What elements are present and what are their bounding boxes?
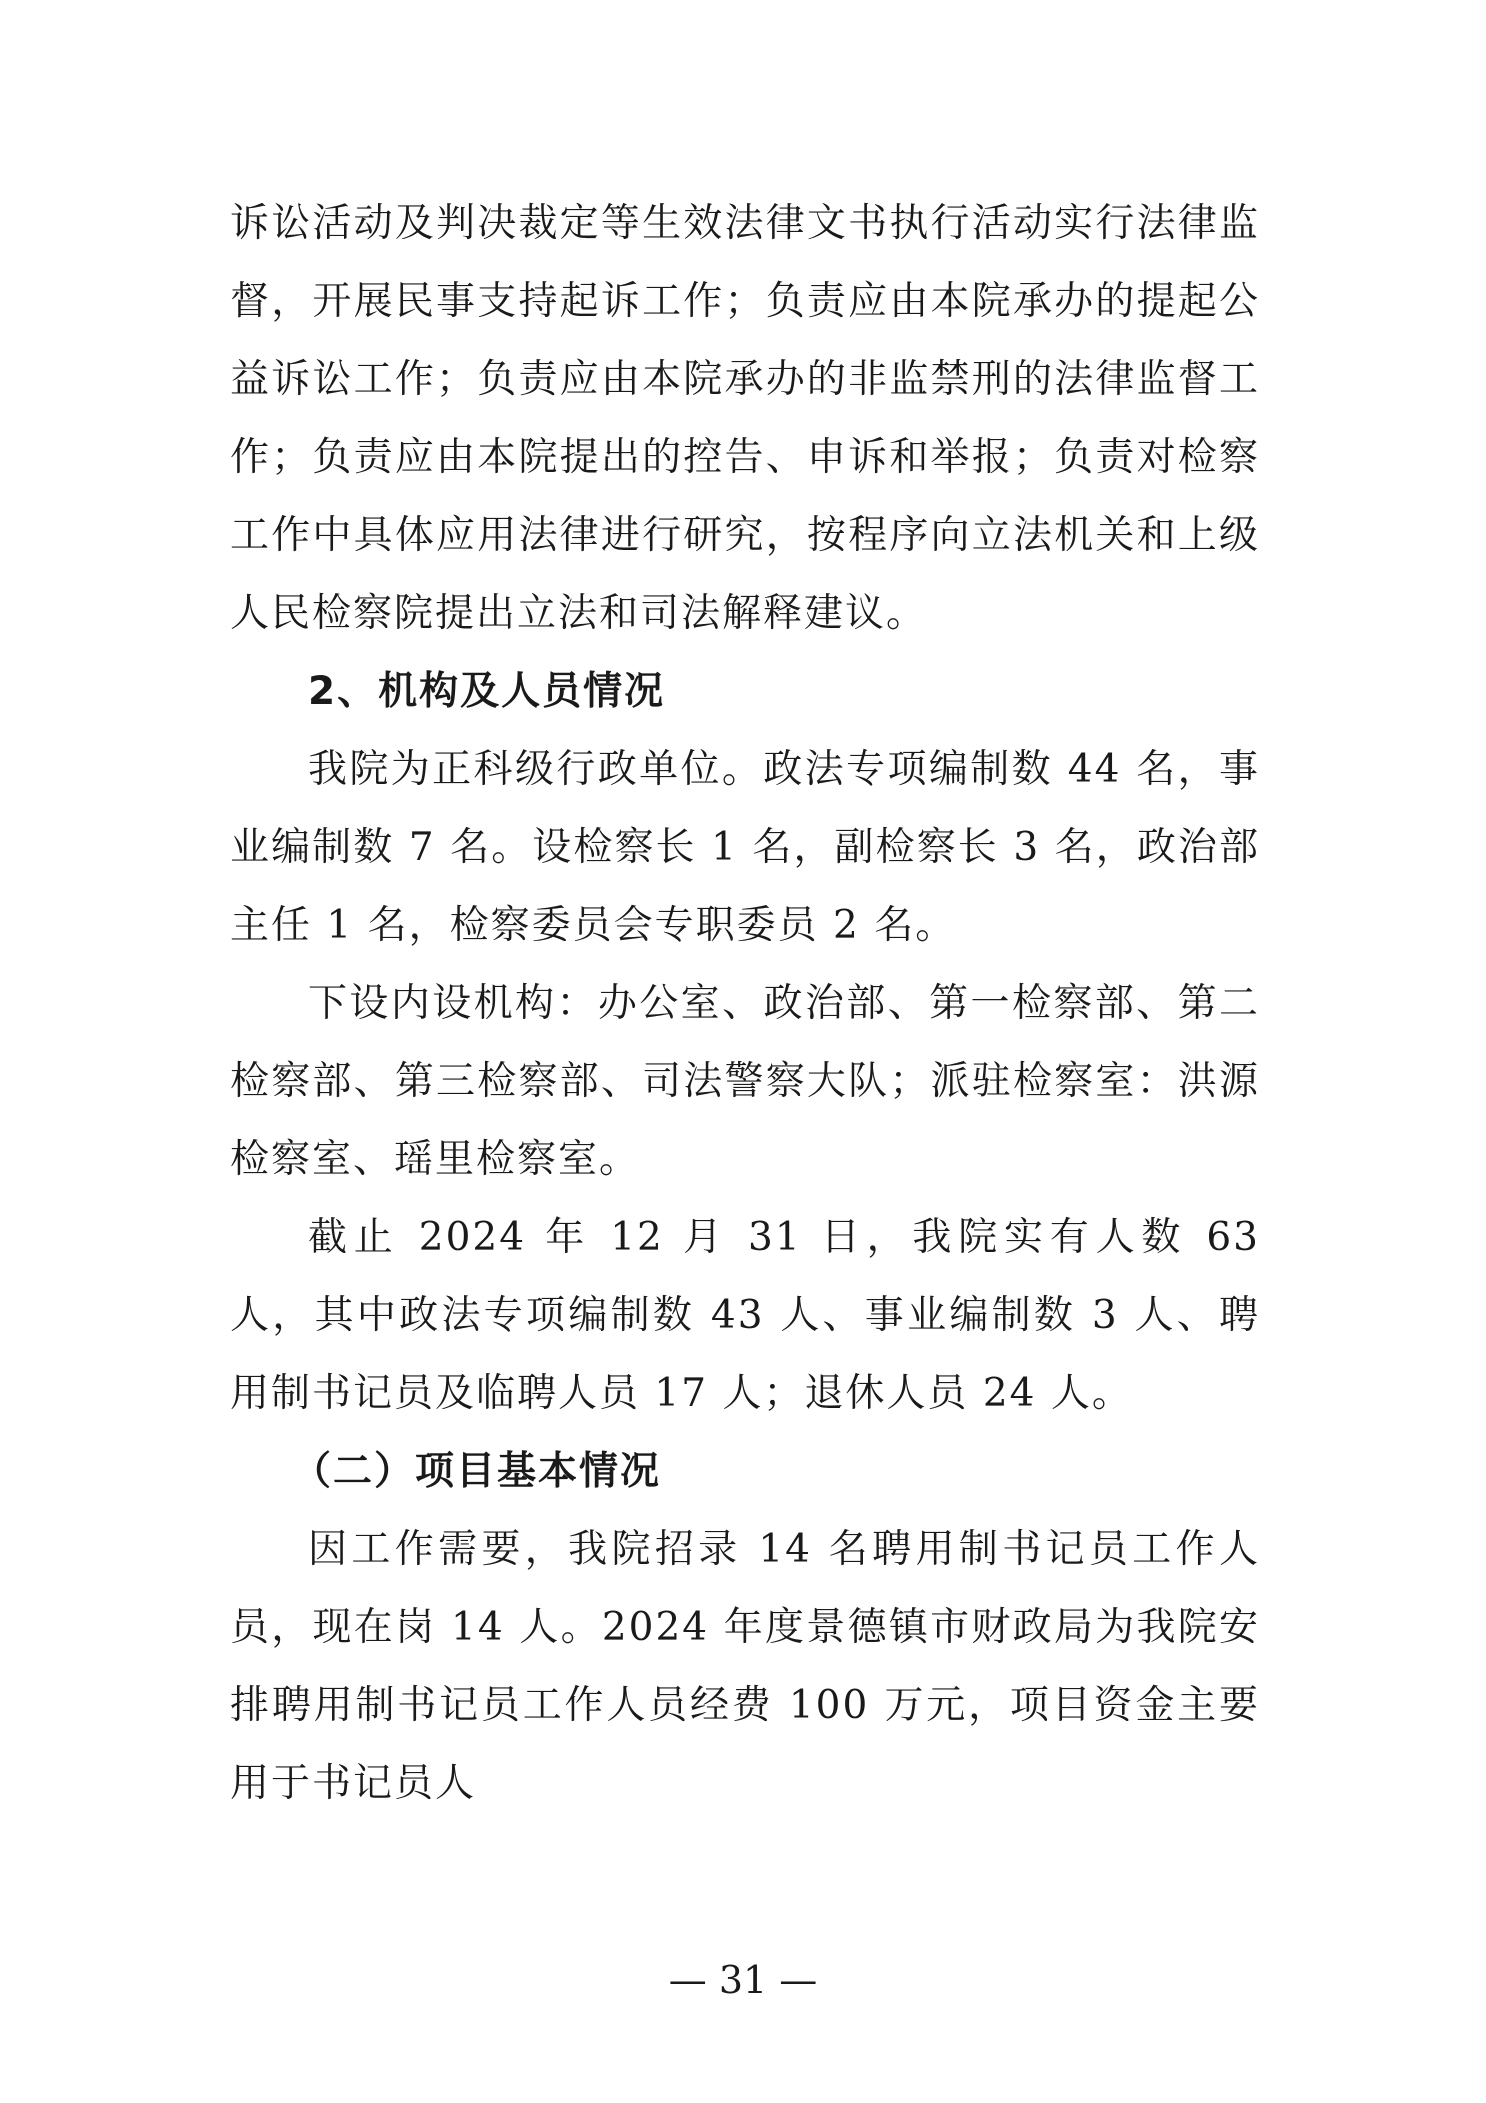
paragraph-internal-departments: 下设内设机构：办公室、政治部、第一检察部、第二检察部、第三检察部、司法警察大队；派驻检察室：洪源检察室、瑶里检察室。 xyxy=(230,981,1260,1182)
section-heading-organization: 2、机构及人员情况 xyxy=(308,669,666,714)
section-heading-project: （二）项目基本情况 xyxy=(292,1449,662,1494)
paragraph-staffing: 我院为正科级行政单位。政法专项编制数 44 名，事业编制数 7 名。设检察长 1 名，副检察长 3 名，政治部主任 1 名，检察委员会专职委员 2 名。 xyxy=(230,747,1260,948)
document-body xyxy=(230,185,1260,1823)
page-number: — 31 — xyxy=(668,1958,818,2002)
paragraph-duties-continued: 诉讼活动及判决裁定等生效法律文书执行活动实行法律监督，开展民事支持起诉工作；负责应由本院承办的提起公益诉讼工作；负责应由本院承办的非监禁刑的法律监督工作；负责应由本院提出的控告、申诉和举报；负责对检察工作中具体应用法律进行研究，按程序向立法机关和上级人民检察院提出立法和司法解释建议。 xyxy=(230,201,1260,636)
paragraph-project-overview: 因工作需要，我院招录 14 名聘用制书记员工作人员，现在岗 14 人。2024 年度景德镇市财政局为我院安排聘用制书记员工作人员经费 100 万元，项目资金主要用于书记员人 xyxy=(230,1527,1260,1806)
paragraph-headcount: 截止 2024 年 12 月 31 日，我院实有人数 63 人，其中政法专项编制数 43 人、事业编制数 3 人、聘用制书记员及临聘人员 17 人；退休人员 24 人。 xyxy=(230,1215,1260,1416)
